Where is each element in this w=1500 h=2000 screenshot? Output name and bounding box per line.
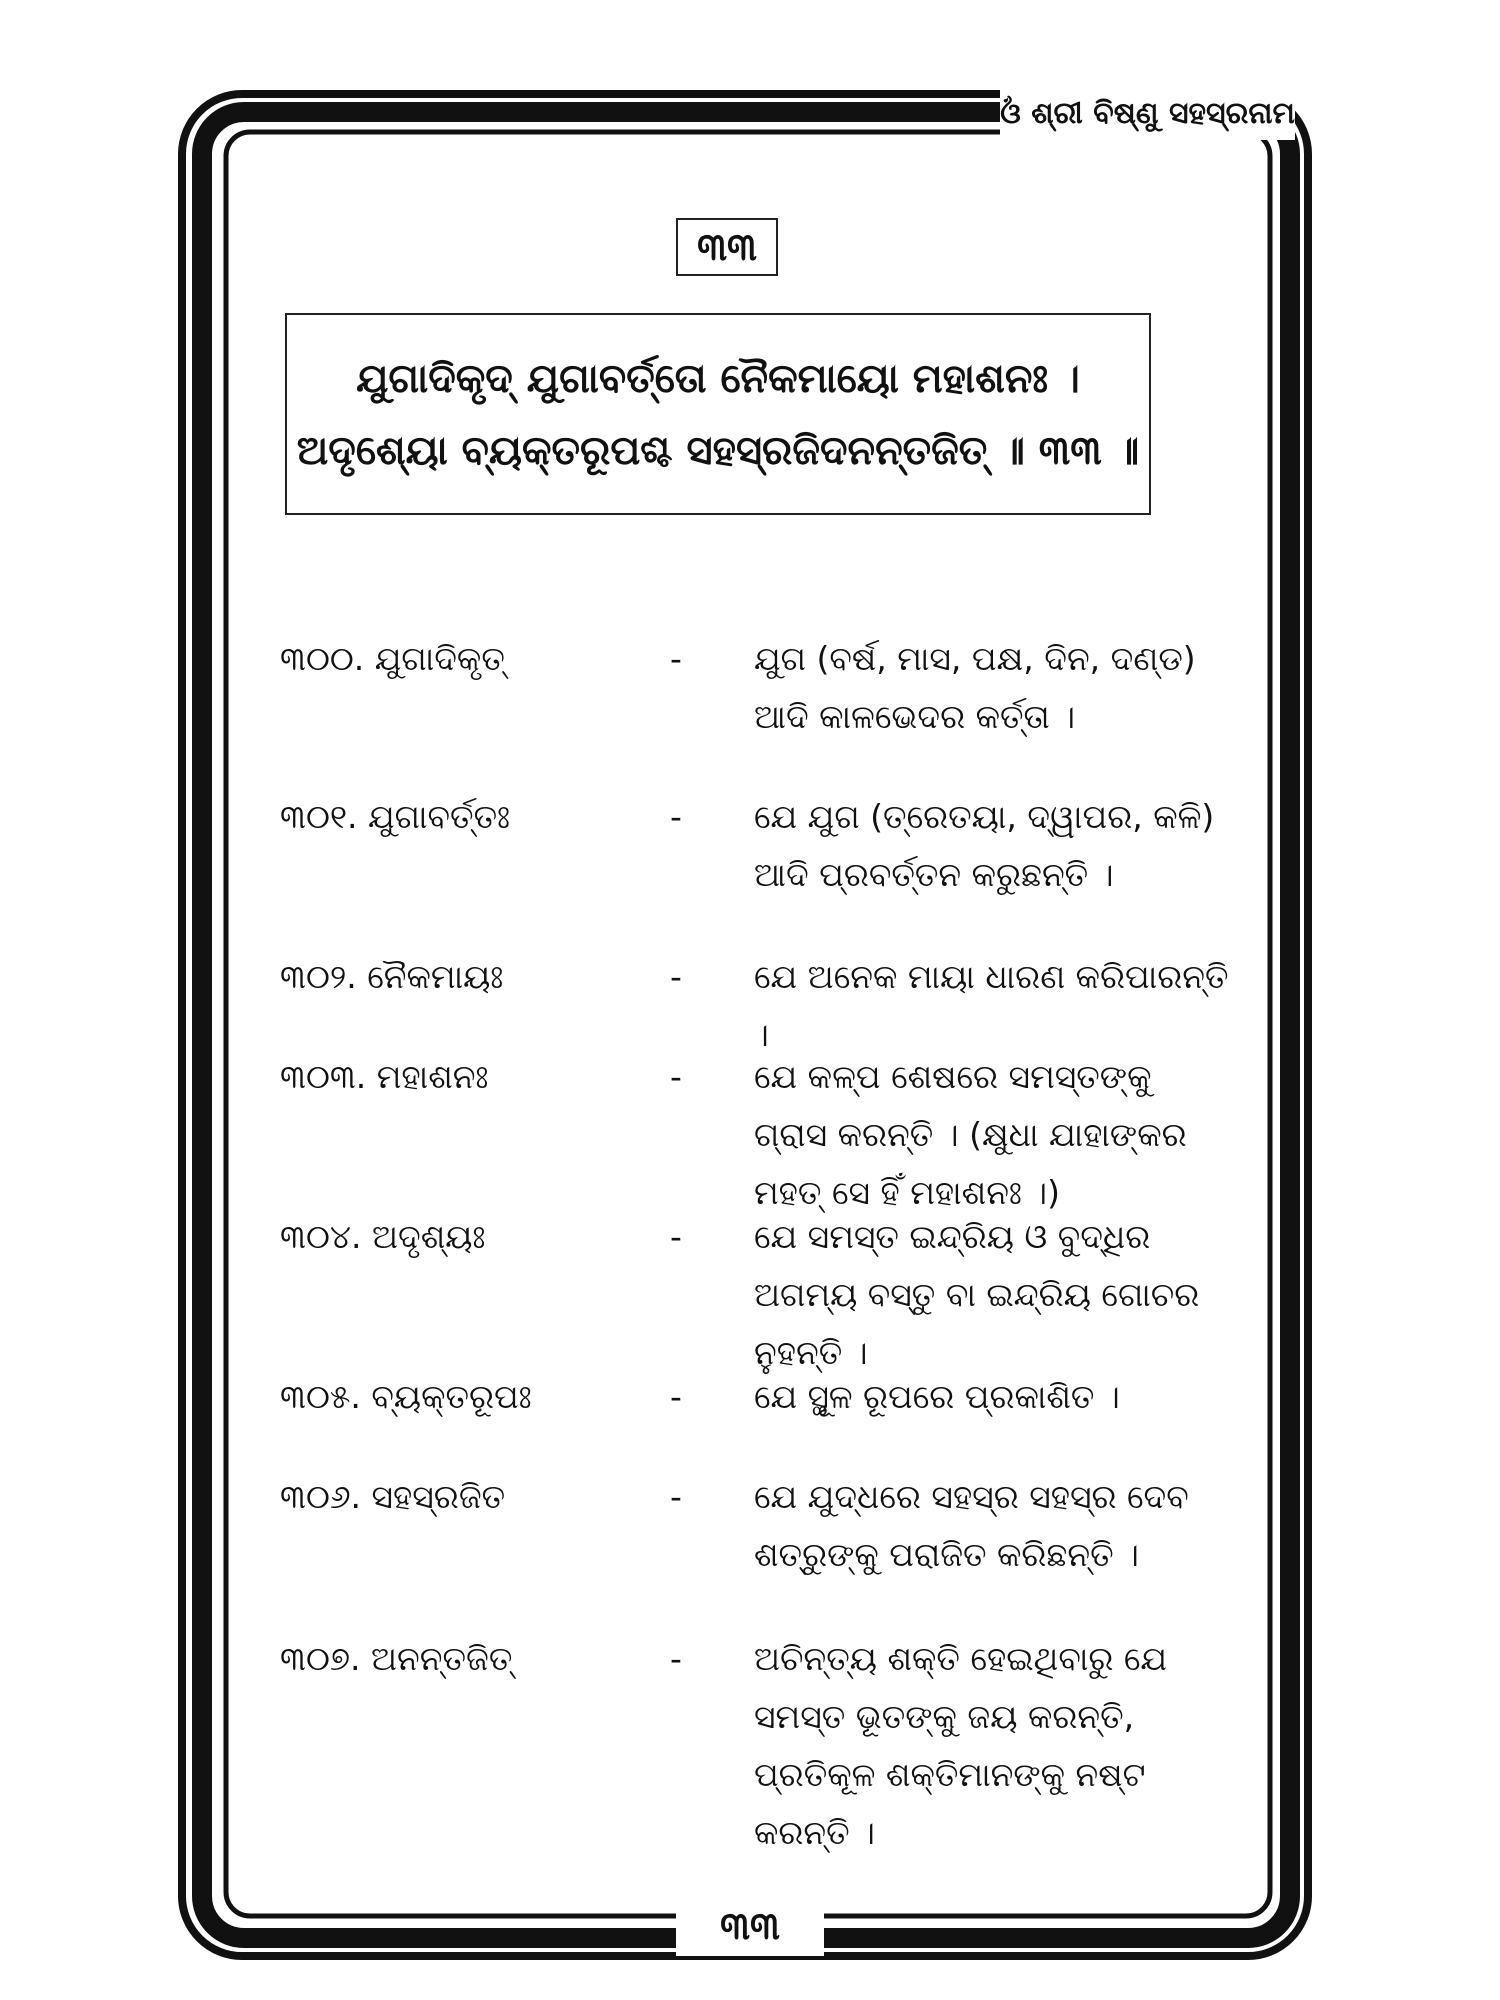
entry-term: ୩୦୬. ସହସ୍ରଜିତ bbox=[280, 1477, 506, 1516]
entry-meaning: ଯେ ଯୁଦ୍ଧରେ ସହସ୍ର ସହସ୍ର ଦେବ ଶତ୍ରୁଙ୍କୁ ପରାଜିତ କରିଛନ୍ତି । bbox=[754, 1477, 1189, 1574]
verse-box bbox=[285, 313, 1151, 515]
entry-term: ୩୦୩. ମହାଶନଃ bbox=[280, 1057, 489, 1096]
entry-term: ୩୦୭. ଅନନ୍ତଜିତ୍ bbox=[280, 1639, 513, 1678]
entry-meaning: ଯେ ଅନେକ ମାୟା ଧାରଣ କରିପାରନ୍ତି । bbox=[754, 957, 1229, 1054]
page-number: ୩୩ bbox=[676, 1896, 824, 1956]
entry-separator: - bbox=[670, 1377, 682, 1416]
entry-term: ୩୦୫. ବ୍ୟକ୍ତରୂପଃ bbox=[280, 1377, 532, 1416]
entry-separator: - bbox=[670, 1217, 682, 1256]
entry-meaning: ଯେ କଳ୍ପ ଶେଷରେ ସମସ୍ତଙ୍କୁ ଗ୍ରାସ କରନ୍ତି । (କ୍ଷୁଧା ଯାହାଙ୍କର ମହତ୍ ସେ ହିଁ ମହାଶନଃ ।) bbox=[754, 1057, 1187, 1212]
entry-separator: - bbox=[670, 797, 682, 836]
entry-term: ୩୦୪. ଅଦୃଶ୍ୟଃ bbox=[280, 1217, 486, 1256]
entry-meaning: ଅଚିନ୍ତ୍ୟ ଶକ୍ତି ହେଇଥିବାରୁ ଯେ ସମସ୍ତ ଭୂତଙ୍କୁ ଜୟ କରନ୍ତି, ପ୍ରତିକୂଳ ଶକ୍ତିମାନଙ୍କୁ ନଷ୍ଟ କରନ୍ତି । bbox=[754, 1639, 1168, 1852]
entry-separator: - bbox=[670, 957, 682, 996]
verse-line-1: ଯୁଗାଦିକୃଦ୍ ଯୁଗାବର୍ତ୍ତୋ ନୈକମାୟୋ ମହାଶନଃ । bbox=[356, 356, 1080, 402]
verse-line-2: ଅଦୃଶ୍ୟୋ ବ୍ୟକ୍ତରୂପଶ୍ଚ ସହସ୍ରଜିଦନନ୍ତଜିତ୍ ॥ ୩୩ ॥ bbox=[296, 428, 1140, 474]
entry-separator: - bbox=[670, 1057, 682, 1096]
entry-meaning: ଯେ ଯୁଗ (ତ୍ରେତୟା, ଦ୍ୱାପର, କଳି) ଆଦି ପ୍ରବର୍ତ୍ତନ କରୁଛନ୍ତି । bbox=[754, 797, 1215, 894]
verse-number: ୩୩ bbox=[676, 218, 778, 276]
entry-term: ୩୦୦. ଯୁଗାଦିକୃତ୍ bbox=[280, 639, 505, 678]
entry-meaning: ଯେ ସମସ୍ତ ଇନ୍ଦ୍ରିୟ ଓ ବୁଦ୍ଧିର ଅଗମ୍ୟ ବସ୍ତୁ ବା ଇନ୍ଦ୍ରିୟ ଗୋଚର ନୁହନ୍ତି । bbox=[754, 1217, 1200, 1372]
entry-meaning: ଯେ ସ୍ଥୂଳ ରୂପରେ ପ୍ରକାଶିତ । bbox=[754, 1377, 1120, 1416]
header-title: ଓଁ ଶ୍ରୀ ବିଷ୍ଣୁ ସହସ୍ରନାମ bbox=[1000, 88, 1295, 140]
entry-separator: - bbox=[670, 639, 682, 678]
entry-meaning: ଯୁଗ (ବର୍ଷ, ମାସ, ପକ୍ଷ, ଦିନ, ଦଣ୍ଡ) ଆଦି କାଳଭେଦର କର୍ତ୍ତା । bbox=[754, 639, 1196, 736]
entry-term: ୩୦୨. ନୈକମାୟଃ bbox=[280, 957, 504, 996]
entry-separator: - bbox=[670, 1477, 682, 1516]
entry-separator: - bbox=[670, 1639, 682, 1678]
entry-term: ୩୦୧. ଯୁଗାବର୍ତ୍ତଃ bbox=[280, 797, 510, 836]
